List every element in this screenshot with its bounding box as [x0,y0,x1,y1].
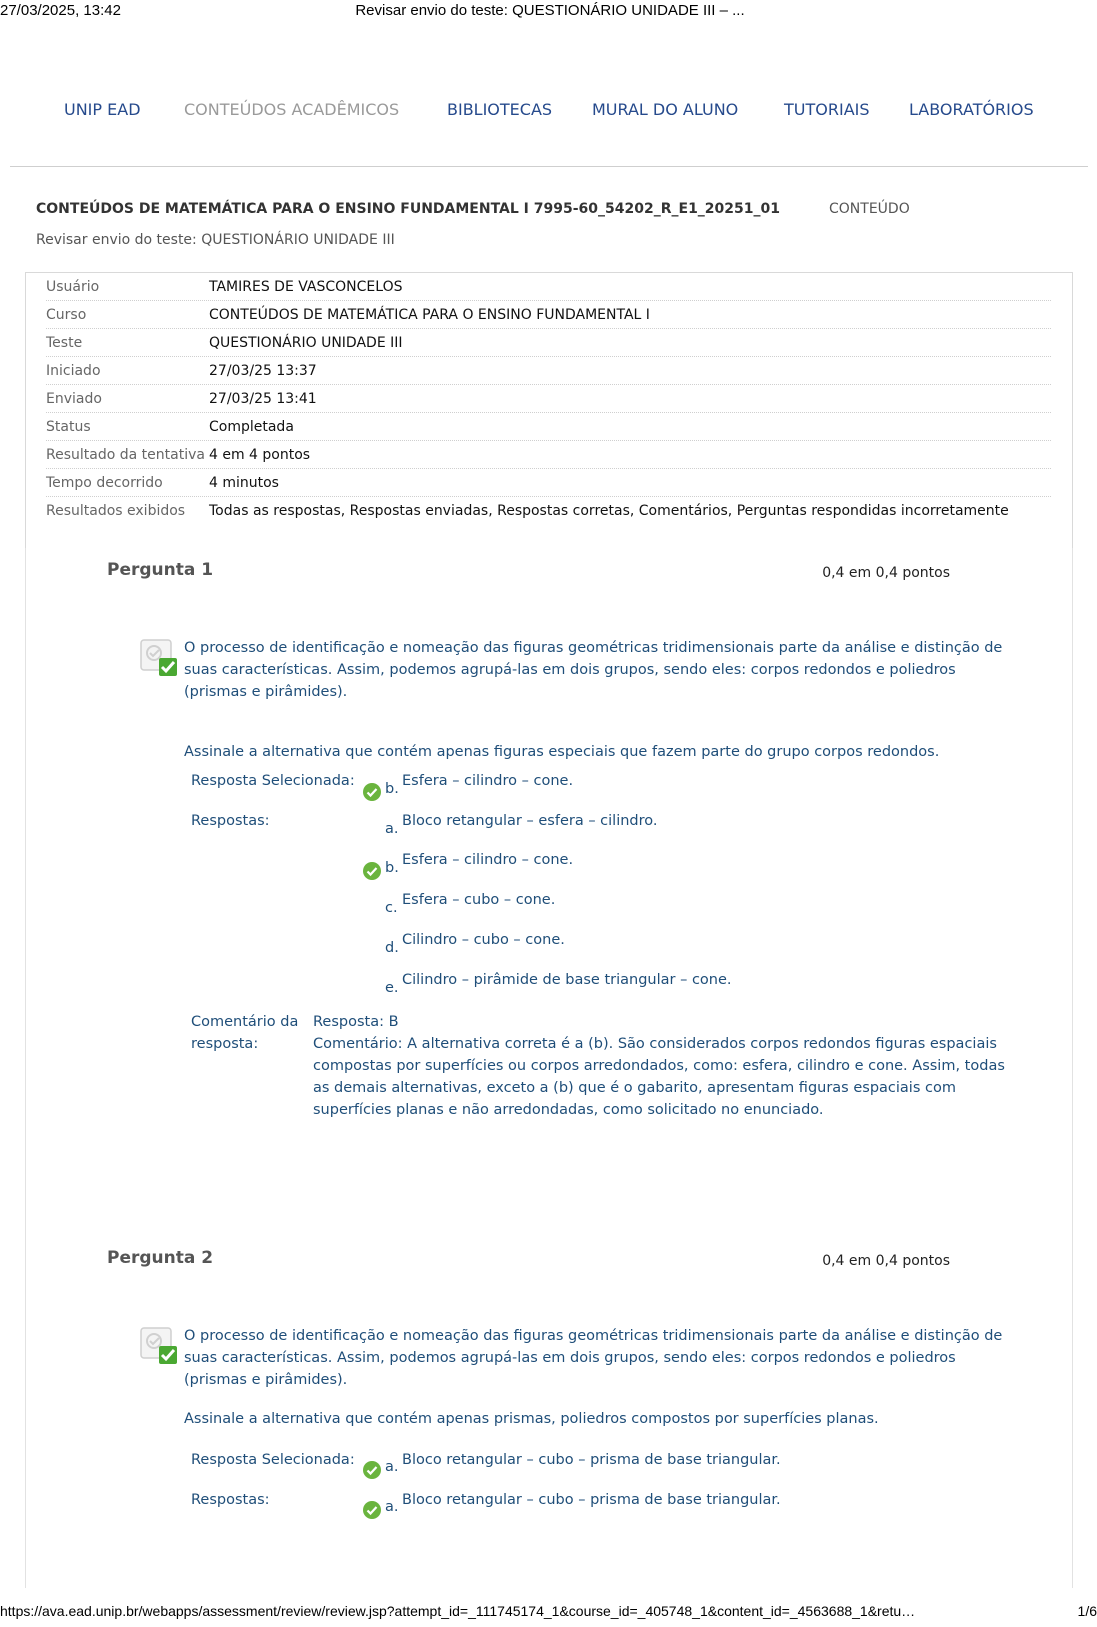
comment-label: Comentário da resposta: [191,1014,299,1052]
print-url: https://ava.ead.unip.br/webapps/assessment/review/review.jsp?attempt_id=_111745174_1&course_id=_405748_1&content_id=_4563688_1&retu… [0,1603,916,1619]
info-row-curso [46,301,1051,329]
print-header [0,2,1097,22]
info-row-usuario [46,273,1051,301]
nav-mural-do-aluno[interactable]: MURAL DO ALUNO [592,100,739,119]
info-row-tempo [46,469,1051,497]
comment-text: Comentário: A alternativa correta é a (b). São considerados corpos redondos figuras espaciais compostas por superfícies ou corpos arredondados, como: esfera, cilindro e cone. Assim, todas as demais alternativas, exceto a (b) que é o gabarito, apresentam figuras espaciais com superfícies planas e não arredondadas, como solicitado no enunciado. [313,1036,1005,1118]
option-letter: a. [385,821,399,837]
content-link[interactable]: CONTEÚDO [829,201,910,217]
selected-answer-text: Esfera – cilindro – cone. [402,773,574,789]
nav-unip-ead[interactable]: UNIP EAD [64,100,141,119]
info-label: Status [46,419,91,435]
correct-answer-icon [140,1325,180,1365]
question-title: Pergunta 2 [107,1248,214,1268]
answers-label: Respostas: [191,813,270,829]
question-prompt: Assinale a alternativa que contém apenas prismas, poliedros compostos por superfícies planas. [184,1411,879,1427]
selected-answer-label: Resposta Selecionada: [191,773,355,789]
info-value: TAMIRES DE VASCONCELOS [209,279,403,295]
info-value: 4 em 4 pontos [209,447,311,463]
info-value: 27/03/25 13:41 [209,391,317,407]
info-value: Completada [209,419,294,435]
info-row-enviado [46,385,1051,413]
info-row-teste [46,329,1051,357]
option-text: Cilindro – pirâmide de base triangular – cone. [402,972,732,988]
question-statement: O processo de identificação e nomeação das figuras geométricas tridimensionais parte da análise e distinção de suas características. Assim, podemos agrupá-las em dois grupos, sendo eles: corpos redondos e poliedros (prismas e pirâmides). [184,1328,1003,1388]
option-text: Bloco retangular – cubo – prisma de base triangular. [402,1492,781,1508]
question-statement: O processo de identificação e nomeação das figuras geométricas tridimensionais parte da análise e distinção de suas características. Assim, podemos agrupá-las em dois grupos, sendo eles: corpos redondos e poliedros (prismas e pirâmides). [184,640,1003,700]
correct-answer-icon [140,637,180,677]
check-icon [363,783,381,801]
info-row-status [46,413,1051,441]
info-label: Teste [46,335,83,351]
option-text: Bloco retangular – esfera – cilindro. [402,813,658,829]
answers-label: Respostas: [191,1492,270,1508]
info-label: Curso [46,307,87,323]
option-letter: b. [385,860,399,876]
info-row-resultado [46,441,1051,469]
selected-answer-text: Bloco retangular – cubo – prisma de base triangular. [402,1452,781,1468]
option-text: Esfera – cubo – cone. [402,892,556,908]
nav-divider [10,166,1088,167]
check-icon [363,1501,381,1519]
top-navigation [64,100,1057,130]
print-page-number: 1/6 [1077,1603,1097,1619]
selected-answer-letter: b. [385,781,399,797]
questions-area [25,548,1073,1588]
question-prompt: Assinale a alternativa que contém apenas figuras especiais que fazem parte do grupo corpos redondos. [184,744,940,760]
nav-conteudos-academicos[interactable]: CONTEÚDOS ACADÊMICOS [184,100,400,119]
attempt-info-panel [25,272,1073,548]
selected-answer-letter: a. [385,1459,399,1475]
info-label: Resultado da tentativa [46,447,205,463]
option-letter: e. [385,980,399,996]
check-icon [363,862,381,880]
print-title: Revisar envio do teste: QUESTIONÁRIO UNIDADE III – ... [355,2,745,19]
comment-answer: Resposta: B [313,1014,399,1030]
question-points: 0,4 em 0,4 pontos [822,565,950,581]
selected-answer-label: Resposta Selecionada: [191,1452,355,1468]
page-breadcrumb: Revisar envio do teste: QUESTIONÁRIO UNIDADE III [36,232,395,248]
info-label: Enviado [46,391,102,407]
option-letter: d. [385,940,399,956]
info-value: 4 minutos [209,475,279,491]
info-value: Todas as respostas, Respostas enviadas, Respostas corretas, Comentários, Perguntas respondidas incorretamente [209,503,1009,519]
info-label: Tempo decorrido [46,475,163,491]
option-letter: c. [385,900,398,916]
info-label: Resultados exibidos [46,503,186,519]
print-footer [0,1603,1097,1623]
check-icon [363,1461,381,1479]
option-text: Cilindro – cubo – cone. [402,932,565,948]
course-title[interactable]: CONTEÚDOS DE MATEMÁTICA PARA O ENSINO FUNDAMENTAL I 7995-60_54202_R_E1_20251_01 [36,201,780,217]
info-label: Usuário [46,279,100,295]
info-value: QUESTIONÁRIO UNIDADE III [209,335,403,351]
option-letter: a. [385,1499,399,1515]
info-label: Iniciado [46,363,101,379]
nav-tutoriais[interactable]: TUTORIAIS [784,100,870,119]
info-value: CONTEÚDOS DE MATEMÁTICA PARA O ENSINO FUNDAMENTAL I [209,307,650,323]
info-value: 27/03/25 13:37 [209,363,317,379]
info-row-resultados-exibidos [46,497,1051,525]
info-row-iniciado [46,357,1051,385]
nav-laboratorios[interactable]: LABORATÓRIOS [909,100,1034,119]
question-points: 0,4 em 0,4 pontos [822,1253,950,1269]
nav-bibliotecas[interactable]: BIBLIOTECAS [447,100,553,119]
question-title: Pergunta 1 [107,560,214,580]
print-datetime: 27/03/2025, 13:42 [0,2,121,19]
option-text: Esfera – cilindro – cone. [402,852,574,868]
